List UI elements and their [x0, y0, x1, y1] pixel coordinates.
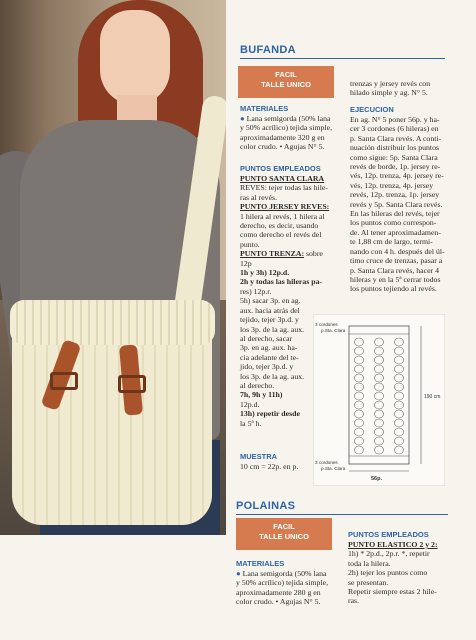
bottom-label-2: p.Sta. Clara [321, 466, 346, 471]
ejecucion-line: vés, 12p. trenza, 4p. jersey [350, 180, 434, 190]
elastico-line: se presentan. [348, 577, 389, 587]
trenza-line: 13h) repetir desde [240, 409, 300, 419]
polainas-puntos-title: PUNTOS EMPLEADOS [348, 530, 429, 539]
ejecucion-line: vés, 12p. trenza, 4p. jersey re- [350, 171, 444, 181]
polainas-materiales-text: ● Lana semigorda (50% lana y 50% acrílico) tejida simple, aproximadamente 280 g en color crudo. • Agujas N° 5. [236, 569, 346, 607]
polainas-puntos-text [348, 540, 460, 606]
model-face [100, 10, 170, 105]
ejecucion-line: timo cruce de trenzas, pasar a [350, 256, 443, 266]
scarf-diagram-svg [313, 314, 445, 486]
bottom-label-1: 3 cordones [315, 460, 338, 465]
badge-line-2: TALLE UNICO [261, 80, 311, 89]
jersey-line: derecho, es decir, usando [240, 221, 319, 231]
muestra-title: MUESTRA [240, 452, 278, 461]
elastico-line: Repetir siempre estas 2 hile- [348, 587, 437, 597]
santa-clara-line: ras al revés. [240, 192, 278, 202]
ejecucion-title: EJECUCION [350, 105, 394, 114]
materiales-line: Lana semigorda (50% lana [246, 114, 331, 123]
elastico-line: ras. [348, 596, 360, 606]
badge-line-1: FACIL [273, 522, 295, 531]
jersey-line: 1 hilera al revés, 1 hilera al [240, 211, 325, 221]
polainas-materiales-line: Lana semigorda (50% lana [242, 569, 327, 578]
polainas-materiales-line: y 50% acrílico) tejida simple, [236, 578, 329, 588]
ejecucion-line: p. Santa Clara revés. A conti- [350, 133, 442, 143]
badge-line-1: FACIL [275, 70, 297, 79]
trenza-line: res) 12p.r. [240, 286, 272, 296]
jersey-head: PUNTO JERSEY REVES: [240, 202, 330, 212]
top-right-line: trenzas y jersey revés con [350, 79, 431, 88]
materiales-title: MATERIALES [240, 104, 289, 113]
ejecucion-line: nando con 4 h. después del úl- [350, 246, 445, 256]
jersey-line: punto. [240, 239, 260, 249]
bufanda-badge [238, 66, 334, 98]
ejecucion-line: p. Santa Clara revés, hacer 4 [350, 265, 439, 275]
ejecucion-line: revés y 5p. Santa Clara revés. [350, 199, 443, 209]
buckle-left [50, 372, 78, 390]
polainas-rule [236, 514, 448, 515]
trenza-line: cia adelante del te- [240, 352, 299, 362]
santa-clara-head: PUNTO SANTA CLARA [240, 174, 325, 183]
trenza-line: 12p [240, 258, 252, 268]
trenza-line: sobre [306, 249, 323, 259]
trenza-line: tejido, tejer 3p.d. y [240, 315, 299, 325]
trenza-line: aux. hacia atrás del [240, 305, 300, 315]
ejecucion-line: En ag. N° 5 poner 56p. y ha- [350, 115, 440, 124]
polainas-badge [236, 518, 332, 550]
elastico-line: 1h) * 2p.d., 2p.r. *, repetir [348, 549, 430, 559]
materiales-line: y 50% acrílico) tejida simple, [240, 123, 333, 133]
ejecucion-text [350, 115, 462, 294]
trenza-line: al derecho, sacar [240, 333, 293, 343]
materiales-text: ● Lana semigorda (50% lana y 50% acrílico) tejida simple, aproximadamente 320 g en color crudo. • Agujas N° 5. [240, 114, 345, 152]
polainas-materiales-line: aproximadamente 280 g en [236, 587, 321, 597]
polainas-title: POLAINAS [236, 500, 296, 512]
bag-cuff [10, 300, 215, 345]
ejecucion-line: como sigue: 5p. Santa Clara [350, 152, 438, 162]
polainas-materiales-title: MATERIALES [236, 559, 285, 568]
length-label: 190 cm [424, 394, 441, 400]
trenza-line: la 5ª h. [240, 418, 262, 428]
trenza-line: 12p.d. [240, 399, 260, 409]
trenza-line: 2h y todas las hileras pa- [240, 277, 323, 287]
ejecucion-line: los puntos como correspon- [350, 218, 437, 228]
ejecucion-line: revés, 12p. trenza, 1p. jersey [350, 190, 440, 200]
buckle-right [118, 375, 146, 393]
ejecucion-line: cer 3 cordones (6 hileras) en [350, 124, 439, 134]
model-photo [0, 0, 226, 535]
elastico-line: 2h) tejer los puntos como [348, 568, 428, 578]
santa-clara-line: REVES: tejer todas las hile- [240, 183, 328, 193]
ejecucion-line: nuación distribuir los puntos [350, 143, 440, 153]
top-label-2: p.Sta. Clara [321, 328, 346, 333]
trenza-line: 7h, 9h y 11h) [240, 390, 283, 400]
ejecucion-line: En las hileras del revés, tejer [350, 209, 440, 219]
ejecucion-line: hileras y en la 5ª cerrar todos [350, 274, 441, 284]
trenza-line: 5h) sacar 3p. en ag. [240, 296, 301, 306]
top-right-line: hilado simple y ag. N° 5. [350, 88, 428, 98]
polainas-materiales-line: color crudo. • Agujas N° 5. [236, 597, 321, 607]
materiales-line: aproximadamente 320 g en [240, 132, 325, 142]
elastico-head: PUNTO ELASTICO 2 y 2: [348, 540, 438, 549]
scarf-diagram [313, 314, 445, 486]
width-label: 56p. [371, 476, 383, 482]
trenza-line: al derecho. [240, 380, 275, 390]
elastico-line: toda la hilera. [348, 558, 391, 568]
jersey-line: como derecho el revés del [240, 230, 322, 240]
trenza-head: PUNTO TRENZA: [240, 249, 305, 259]
top-label-1: 3 cordones [315, 322, 338, 327]
badge-line-2: TALLE UNICO [259, 532, 309, 541]
puntos-title: PUNTOS EMPLEADOS [240, 164, 321, 173]
trenza-line: los 3p. de la ag. aux. [240, 324, 305, 334]
top-right-text [350, 79, 460, 98]
ejecucion-line: de. Al tener aproximadamen- [350, 227, 441, 237]
ejecucion-line: revés de borde, 1p. jersey re- [350, 162, 441, 172]
ejecucion-line: te 1,88 cm de largo, termi- [350, 237, 433, 247]
trenza-line: 1h y 3h) 12p.d. [240, 268, 290, 278]
bufanda-title: BUFANDA [240, 44, 296, 56]
trenza-line: 3p. en ag. aux. ha- [240, 343, 298, 353]
muestra-text: 10 cm = 22p. en p. [240, 462, 299, 471]
ejecucion-line: los puntos tejiendo al revés. [350, 284, 437, 294]
trenza-line: jido, tejer 3p.d. y [240, 362, 294, 372]
bufanda-rule [240, 58, 445, 59]
materiales-line: color crudo. • Agujas N° 5. [240, 142, 325, 152]
trenza-line: los 3p. de la ag. aux. [240, 371, 305, 381]
